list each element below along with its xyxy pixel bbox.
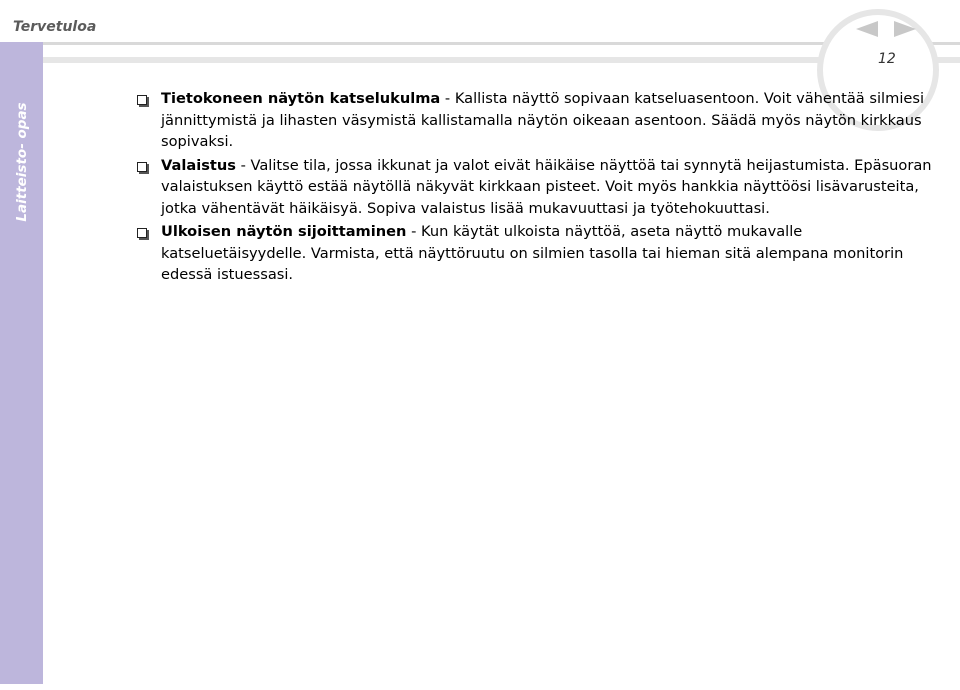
item-term: Valaistus (161, 156, 236, 174)
list-item (130, 88, 945, 153)
item-text (161, 88, 945, 153)
item-description: - Valitse tila, jossa ikkunat ja valot eivät häikäise näyttöä tai synnytä heijastumista. Epäsuoran valaistuksen käyttö estää näytöllä näkyvät kirkkaan pisteet. Voit myös hankkia näyttöösi lisävarusteita, jotka vähentävät häikäisyä. Sopiva valaistus lisää mukavuuttasi ja työtehokuuttasi. (161, 156, 932, 217)
arrow-right-icon[interactable] (894, 21, 916, 37)
page-number: 12 (878, 51, 896, 67)
sidebar (0, 42, 43, 684)
item-description: - Kun käytät ulkoista näyttöä, aseta näyttö mukavalle katseluetäisyydelle. Varmista, että näyttöruutu on silmien tasolla tai hieman sitä alempana monitorin edessä istuessasi. (161, 223, 904, 283)
item-text (161, 221, 945, 286)
sidebar-label: Laitteisto- opas (14, 102, 30, 222)
list-item (130, 155, 945, 220)
arrow-left-icon[interactable] (856, 21, 878, 37)
item-text (161, 155, 945, 220)
content-list (130, 88, 945, 288)
header-band (0, 42, 960, 45)
checkbox-bullet-icon (137, 228, 147, 238)
item-term: Tietokoneen näytön katselukulma (161, 90, 441, 107)
section-title: Tervetuloa (13, 19, 97, 35)
item-term: Ulkoisen näytön sijoittaminen (161, 223, 407, 240)
list-item (130, 221, 945, 286)
checkbox-bullet-icon (137, 162, 147, 172)
checkbox-bullet-icon (137, 95, 147, 105)
item-description: - Kallista näyttö sopivaan katseluasentoon. Voit vähentää silmiesi jännittymistä ja lihasten väsymistä kallistamalla näytön oikeaan asentoon. Säädä myös näytön kirkkaus sopivaksi. (161, 90, 925, 150)
